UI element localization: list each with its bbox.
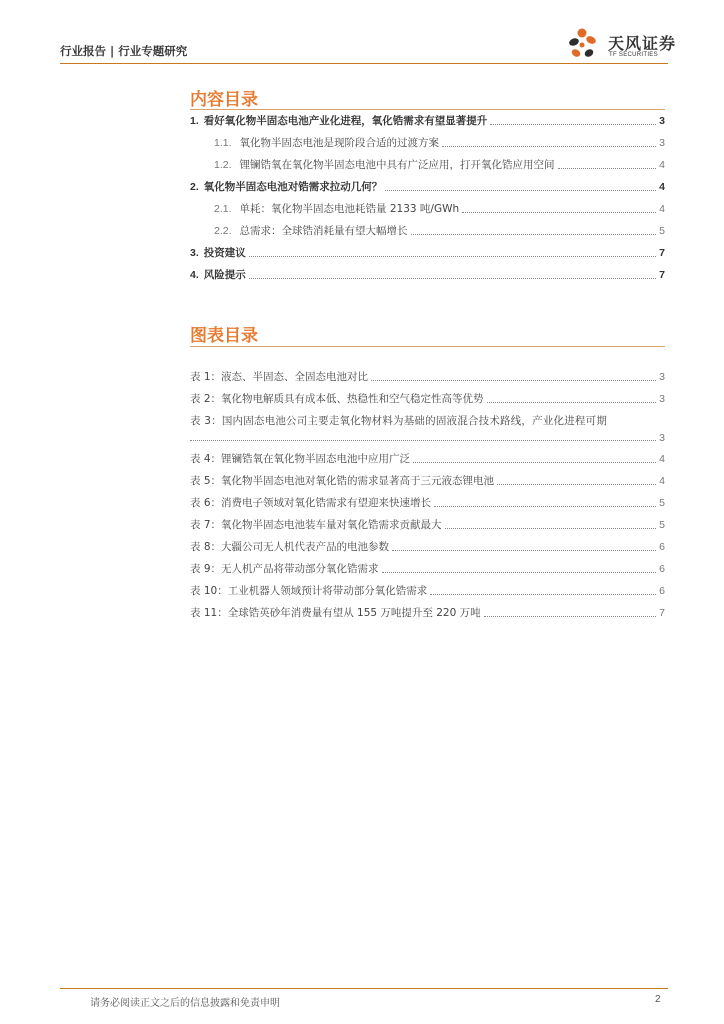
dot-leader: [411, 234, 657, 235]
dot-leader: [371, 380, 656, 381]
toc-entry-number: 2.1.: [214, 203, 232, 215]
page-number: 2: [655, 994, 661, 1005]
footer-disclaimer: 请务必阅读正文之后的信息披露和免责申明: [90, 998, 280, 1009]
toc-entry-text: 单耗：氧化物半固态电池耗锆量 2133 吨/GWh: [239, 203, 460, 215]
figure-entry-text: 表 4：锂镧锆氧在氧化物半固态电池中应用广泛: [190, 453, 411, 465]
figure-entry[interactable]: [190, 584, 665, 598]
toc-entry-page: 7: [659, 247, 665, 259]
footer-divider: [60, 988, 668, 989]
figure-entry[interactable]: [190, 540, 665, 554]
dot-leader: [490, 124, 656, 125]
figure-entry-page: 6: [659, 563, 665, 575]
toc-entry-page: 4: [659, 181, 665, 193]
toc-entry[interactable]: [214, 158, 665, 172]
figure-entry-text: 表 1：液态、半固态、全固态电池对比: [190, 371, 369, 383]
figure-entry[interactable]: [190, 370, 665, 384]
logo-flower-icon: [568, 26, 606, 62]
dot-leader: [249, 256, 656, 257]
toc-entry-text: 总需求：全球锆消耗量有望大幅增长: [239, 225, 408, 237]
dot-leader: [392, 550, 656, 551]
toc-entry-text: 投资建议: [203, 247, 246, 259]
figure-entry[interactable]: [190, 392, 665, 406]
dot-leader: [382, 572, 657, 573]
toc-title: 内容目录: [190, 90, 258, 110]
toc-entry-page: 3: [659, 115, 665, 127]
toc-entry-page: 4: [659, 159, 665, 171]
dot-leader: [190, 440, 656, 441]
dot-leader: [484, 616, 657, 617]
toc-entry-number: 1.2.: [214, 159, 232, 171]
toc-entry[interactable]: [190, 268, 665, 282]
figure-entry-page: 5: [659, 497, 665, 509]
logo-subtext: TF SECURITIES: [609, 52, 658, 58]
toc-entry-text: 氧化物半固态电池是现阶段合适的过渡方案: [239, 137, 440, 149]
figure-entry-page: 6: [659, 585, 665, 597]
toc-entry-page: 5: [659, 225, 665, 237]
toc-entry-number: 2.: [190, 181, 199, 193]
figure-entry[interactable]: [190, 452, 665, 466]
toc-entry[interactable]: [190, 180, 665, 194]
company-logo: [568, 26, 678, 62]
toc-entry-page: 3: [659, 137, 665, 149]
figure-entry-page: 4: [659, 475, 665, 487]
figure-entry-page: 4: [659, 453, 665, 465]
toc-entry-page: 4: [659, 203, 665, 215]
figure-entry-continuation[interactable]: [190, 430, 665, 444]
figure-entry-text: 表 11：全球锆英砂年消费量有望从 155 万吨提升至 220 万吨: [190, 607, 481, 619]
figure-entry-text: 表 5：氧化物半固态电池对氧化锆的需求显著高于三元液态锂电池: [190, 475, 495, 487]
toc-entry-number: 4.: [190, 269, 199, 281]
dot-leader: [413, 462, 656, 463]
toc-entry[interactable]: [214, 224, 665, 238]
toc-entry-number: 3.: [190, 247, 199, 259]
figure-entry-text: 表 6：消费电子领域对氧化锆需求有望迎来快速增长: [190, 497, 432, 509]
toc-entry-number: 1.: [190, 115, 199, 127]
figure-entry-text: 表 10：工业机器人领域预计将带动部分氧化锆需求: [190, 585, 428, 597]
figure-entry-text: 表 9：无人机产品将带动部分氧化锆需求: [190, 563, 379, 575]
dot-leader: [249, 278, 656, 279]
dot-leader: [558, 168, 657, 169]
toc-entry[interactable]: [214, 136, 665, 150]
toc-entry[interactable]: [190, 114, 665, 128]
figure-entry-text: 表 2：氧化物电解质具有成本低、热稳性和空气稳定性高等优势: [190, 393, 484, 405]
dot-leader: [385, 190, 656, 191]
dot-leader: [487, 402, 657, 403]
figure-entry-page: 3: [659, 371, 665, 383]
toc-entry-text: 看好氧化物半固态电池产业化进程，氧化锆需求有望显著提升: [203, 115, 488, 127]
figure-entry-page: 5: [659, 519, 665, 531]
figure-entry[interactable]: [190, 496, 665, 510]
figure-entry[interactable]: [190, 606, 665, 620]
header-title: 行业报告 | 行业专题研究: [60, 44, 188, 58]
figure-entry-page: 6: [659, 541, 665, 553]
toc-entry-text: 氧化物半固态电池对锆需求拉动几何？: [203, 181, 383, 193]
figure-entry-page: 3: [659, 432, 665, 444]
figure-entry[interactable]: [190, 518, 665, 532]
dot-leader: [442, 146, 656, 147]
toc-entry[interactable]: [214, 202, 665, 216]
figure-entry[interactable]: 表 3：国内固态电池公司主要走氧化物材料为基础的固液混合技术路线，产业化进程可期: [190, 415, 608, 427]
toc-entry-number: 2.2.: [214, 225, 232, 237]
figure-entry-text: 表 7：氧化物半固态电池装车量对氧化锆需求贡献最大: [190, 519, 442, 531]
dot-leader: [430, 594, 656, 595]
toc-entry-number: 1.1.: [214, 137, 232, 149]
figure-entry-page: 7: [659, 607, 665, 619]
figure-entry[interactable]: [190, 562, 665, 576]
figure-entry-page: 3: [659, 393, 665, 405]
dot-leader: [434, 506, 656, 507]
toc-entry-text: 风险提示: [203, 269, 246, 281]
toc-entry-page: 7: [659, 269, 665, 281]
header-divider: [60, 63, 668, 64]
logo-text: 天风证券: [608, 34, 677, 53]
toc-title-rule: [190, 109, 665, 110]
figures-title-rule: [190, 346, 665, 347]
dot-leader: [497, 484, 656, 485]
figure-entry[interactable]: [190, 474, 665, 488]
toc-entry[interactable]: [190, 246, 665, 260]
figures-title: 图表目录: [190, 326, 258, 346]
toc-entry-text: 锂镧锆氧在氧化物半固态电池中具有广泛应用，打开氧化锆应用空间: [239, 159, 555, 171]
dot-leader: [445, 528, 657, 529]
figure-entry-text: 表 8：大疆公司无人机代表产品的电池参数: [190, 541, 390, 553]
dot-leader: [462, 212, 656, 213]
